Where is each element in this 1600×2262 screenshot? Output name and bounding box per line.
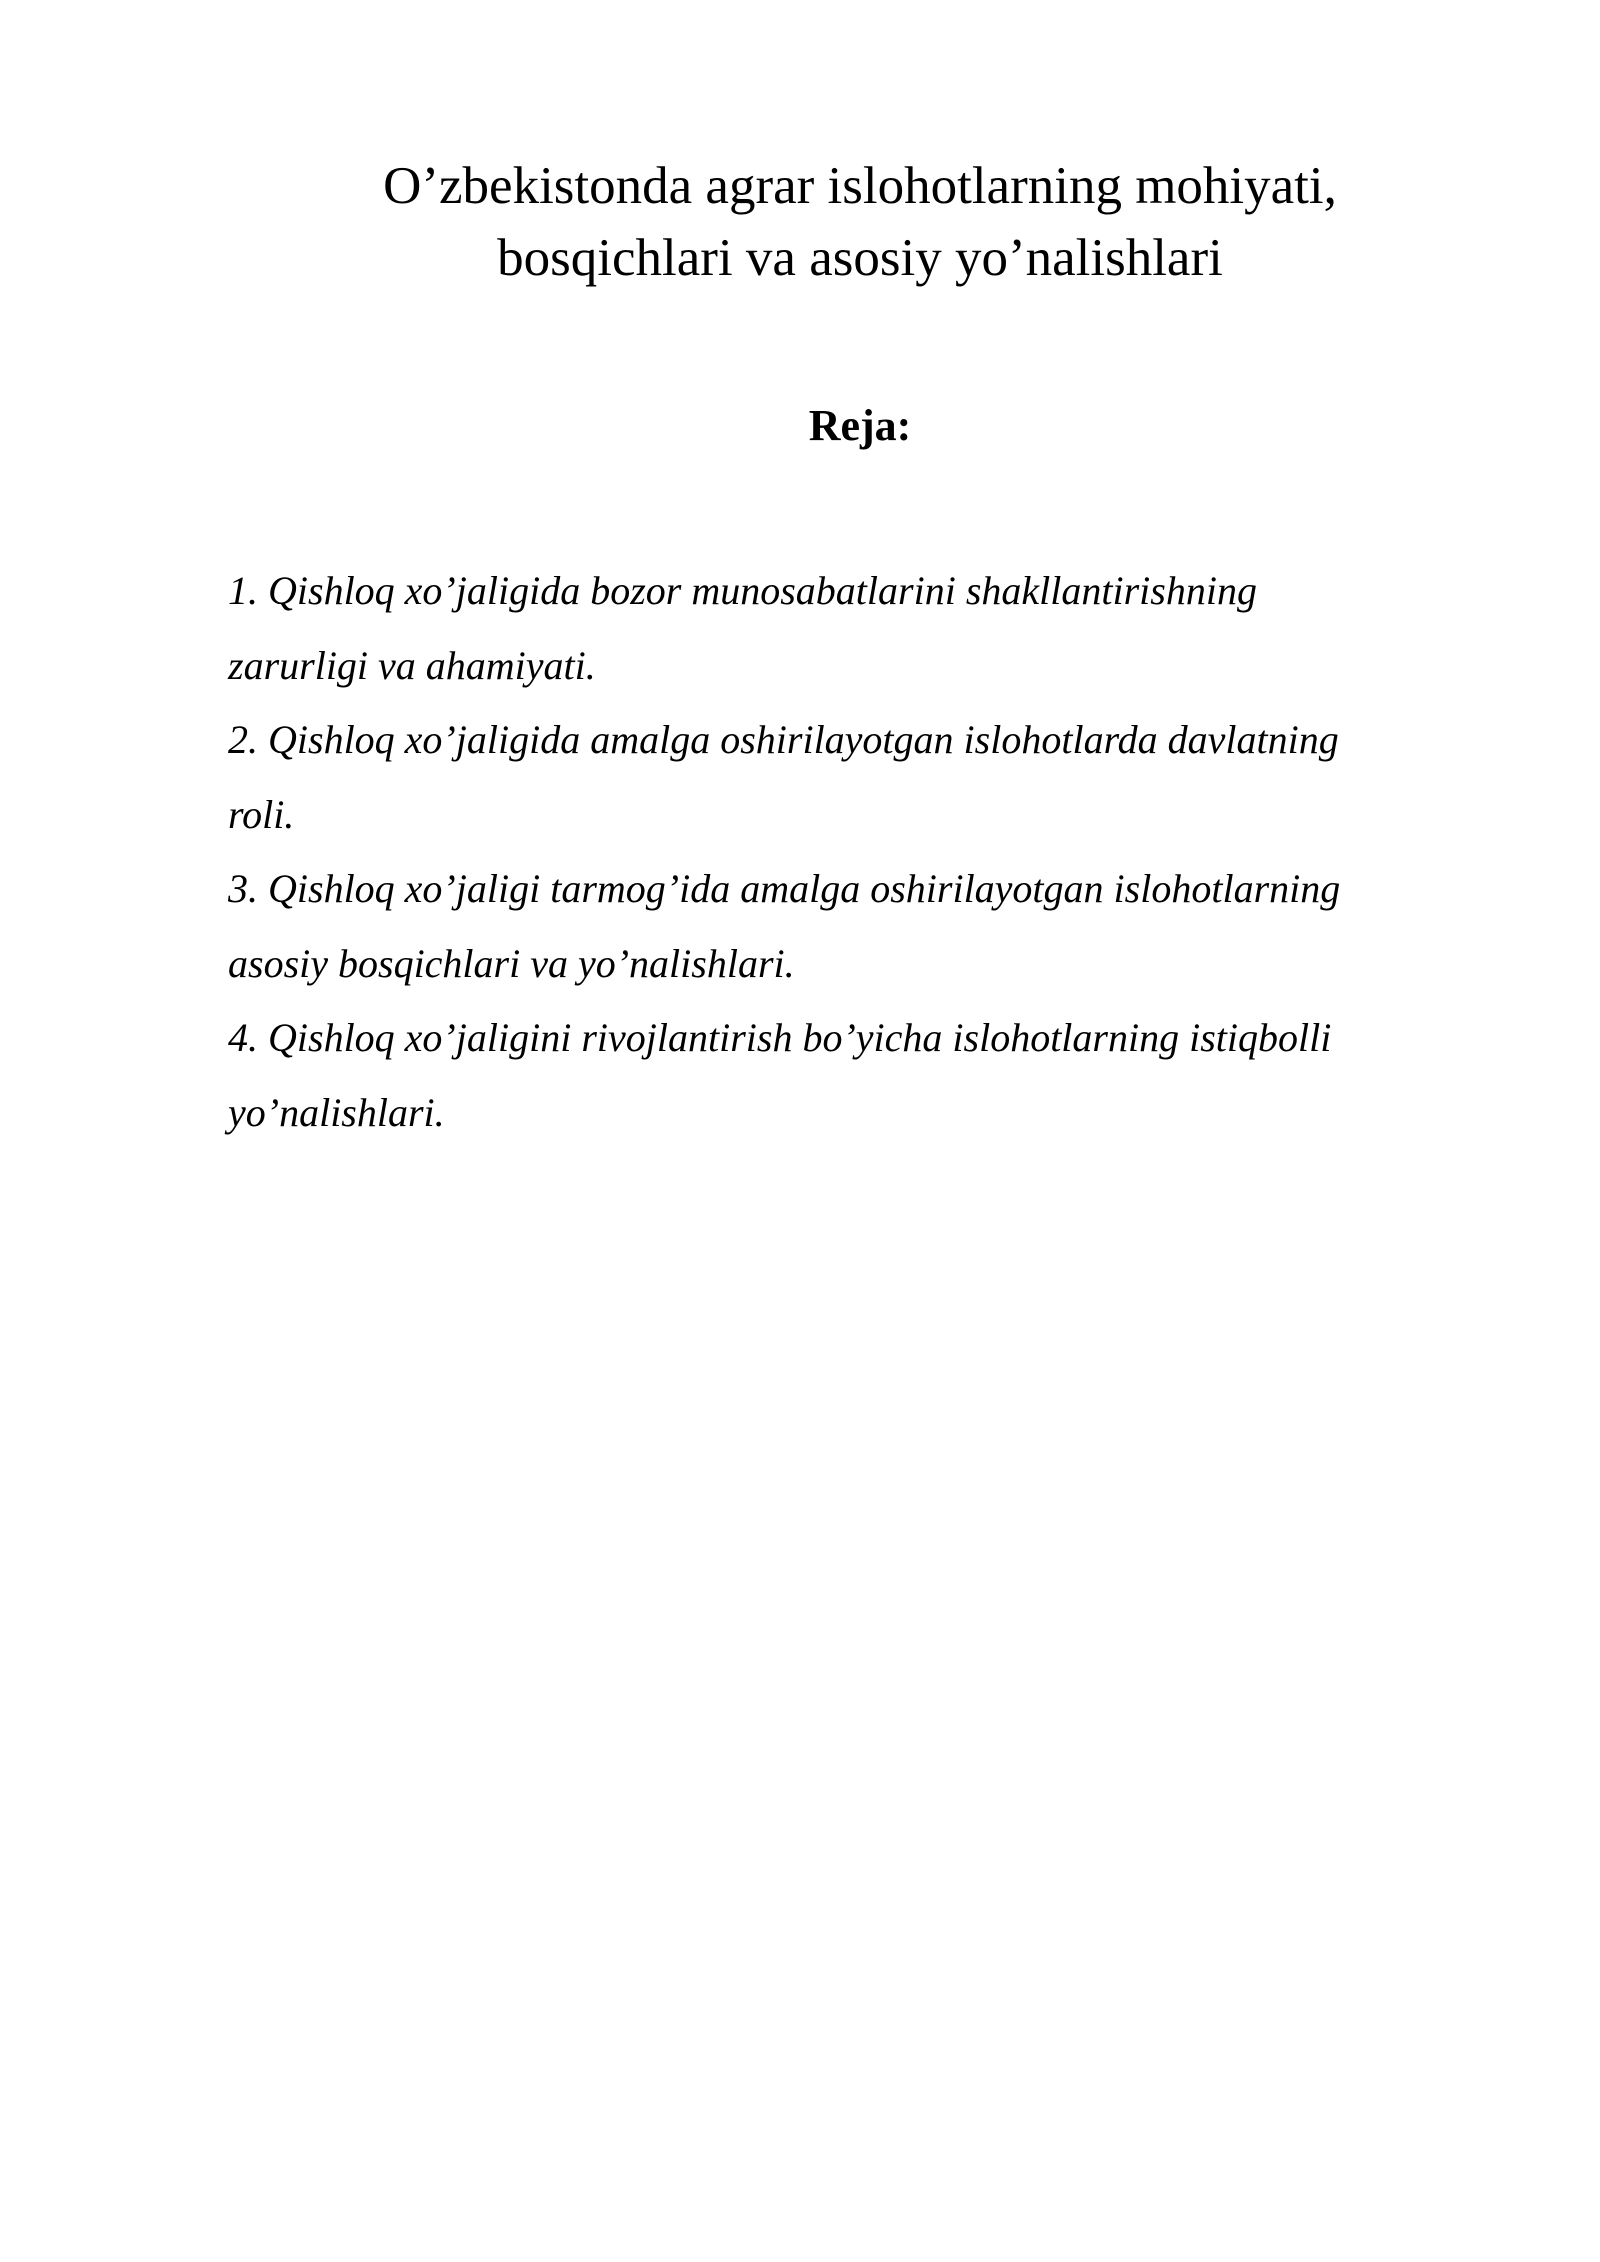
plan-item-3-line-1: 3. Qishloq xo’jaligi tarmog’ida amalga oshirilayotgan islohotlarning: [228, 866, 1341, 911]
plan-item-1: [228, 554, 1468, 703]
plan-list: [228, 554, 1468, 1150]
plan-item-2: [228, 703, 1468, 852]
plan-item-1-line-2: zarurligi va ahamiyati.: [228, 642, 596, 688]
plan-item-3-line-2: asosiy bosqichlari va yo’nalishlari.: [228, 940, 795, 986]
plan-item-4-line-1: 4. Qishloq xo’jaligini rivojlantirish bo’yicha islohotlarning istiqbolli: [228, 1015, 1332, 1060]
document-title-line-1: O’zbekistonda agrar islohotlarning mohiyati,: [383, 157, 1337, 215]
plan-item-1-line-1: 1. Qishloq xo’jaligida bozor munosabatlarini shakllantirishning: [228, 568, 1257, 613]
plan-item-2-line-2: roli.: [228, 791, 295, 837]
plan-item-2-line-1: 2. Qishloq xo’jaligida amalga oshirilayotgan islohotlarda davlatning: [228, 717, 1339, 762]
plan-item-3: [228, 852, 1468, 1001]
document-title-line-2: bosqichlari va asosiy yo’nalishlari: [497, 229, 1223, 287]
plan-item-4: [228, 1001, 1468, 1150]
plan-item-4-line-2: yo’nalishlari.: [228, 1089, 445, 1135]
plan-heading: Reja:: [808, 401, 912, 450]
document-title: [228, 150, 1492, 294]
